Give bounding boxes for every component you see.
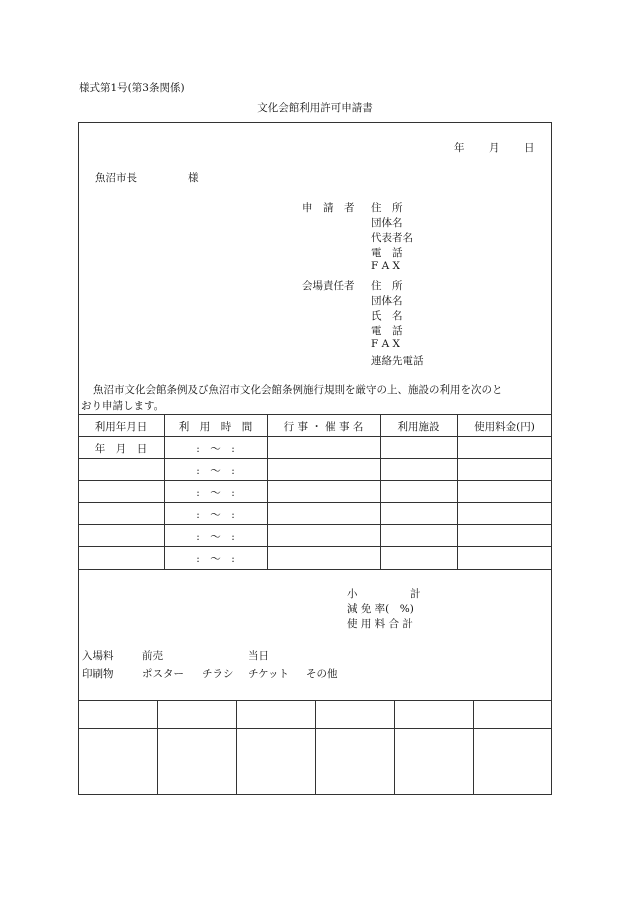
row-1-time-placeholder: : 〜 : bbox=[196, 443, 235, 455]
date-year-label: 年 bbox=[454, 142, 465, 154]
date-month-label: 月 bbox=[489, 142, 500, 154]
admission-label: 入場料 bbox=[82, 650, 114, 662]
usage-table-column-rule bbox=[380, 414, 381, 569]
total-fee-label: 使 用 料 合 計 bbox=[347, 618, 413, 630]
usage-table-column-rule bbox=[267, 414, 268, 569]
usage-table-row-rule bbox=[78, 524, 552, 525]
usage-table-bottom-rule bbox=[78, 569, 552, 570]
applicant-address-label: 住 所 bbox=[371, 202, 403, 214]
header-usage-date: 利用年月日 bbox=[94, 421, 148, 433]
office-grid-column-rule bbox=[473, 700, 474, 795]
printed-matter-label: 印刷物 bbox=[82, 668, 114, 680]
usage-table-top-rule bbox=[78, 414, 552, 415]
row-4-time-placeholder: : 〜 : bbox=[196, 509, 235, 521]
venue-manager-heading: 会場責任者 bbox=[302, 280, 355, 292]
manager-name-label: 氏 名 bbox=[371, 310, 403, 322]
usage-table-row-rule bbox=[78, 502, 552, 503]
addressee-name: 魚沼市長 bbox=[95, 172, 137, 184]
addressee-honorific: 様 bbox=[188, 172, 199, 184]
header-fee: 使用料金(円) bbox=[474, 421, 535, 433]
form-number: 様式第1号(第3条関係) bbox=[79, 82, 185, 94]
admission-advance-label: 前売 bbox=[142, 650, 163, 662]
manager-contact-phone-label: 連絡先電話 bbox=[371, 355, 424, 367]
usage-table-row-rule bbox=[78, 480, 552, 481]
office-grid-column-rule bbox=[315, 700, 316, 795]
office-grid-column-rule bbox=[394, 700, 395, 795]
usage-table-column-rule bbox=[457, 414, 458, 569]
printed-matter-other: その他 bbox=[306, 668, 338, 680]
manager-org-label: 団体名 bbox=[371, 295, 403, 307]
statement-line-1: 魚沼市文化会館条例及び魚沼市文化会館条例施行規則を厳守の上、施設の利用を次のと bbox=[93, 384, 503, 396]
manager-phone-label: 電 話 bbox=[371, 325, 403, 337]
row-2-time-placeholder: : 〜 : bbox=[196, 465, 235, 477]
document-title: 文化会館利用許可申請書 bbox=[257, 102, 373, 114]
office-grid-column-rule bbox=[236, 700, 237, 795]
subtotal-label: 小 計 bbox=[347, 588, 421, 600]
header-usage-time: 利 用 時 間 bbox=[178, 421, 253, 433]
date-day-label: 日 bbox=[524, 142, 535, 154]
usage-table-row-rule bbox=[78, 546, 552, 547]
header-event-name: 行 事 ・ 催 事 名 bbox=[283, 421, 364, 433]
applicant-phone-label: 電 話 bbox=[371, 247, 403, 259]
applicant-fax-label: F A X bbox=[371, 260, 401, 272]
usage-table-header-rule bbox=[78, 436, 552, 437]
applicant-representative-label: 代表者名 bbox=[371, 232, 413, 244]
applicant-heading: 申 請 者 bbox=[302, 202, 355, 214]
usage-table-row-rule bbox=[78, 458, 552, 459]
row-5-time-placeholder: : 〜 : bbox=[196, 531, 235, 543]
admission-same-day-label: 当日 bbox=[248, 650, 269, 662]
printed-matter-poster: ポスター bbox=[142, 668, 184, 680]
row-3-time-placeholder: : 〜 : bbox=[196, 487, 235, 499]
manager-fax-label: F A X bbox=[371, 338, 401, 350]
manager-address-label: 住 所 bbox=[371, 280, 403, 292]
office-grid-column-rule bbox=[157, 700, 158, 795]
statement-line-2: おり申請します。 bbox=[81, 400, 165, 412]
printed-matter-ticket: チケット bbox=[248, 668, 290, 680]
row-6-time-placeholder: : 〜 : bbox=[196, 553, 235, 565]
applicant-org-label: 団体名 bbox=[371, 217, 403, 229]
header-facility: 利用施設 bbox=[397, 421, 440, 433]
row-1-date-placeholder: 年 月 日 bbox=[94, 443, 148, 455]
printed-matter-flyer: チラシ bbox=[202, 668, 234, 680]
reduction-rate-label: 減 免 率( %) bbox=[347, 603, 414, 615]
